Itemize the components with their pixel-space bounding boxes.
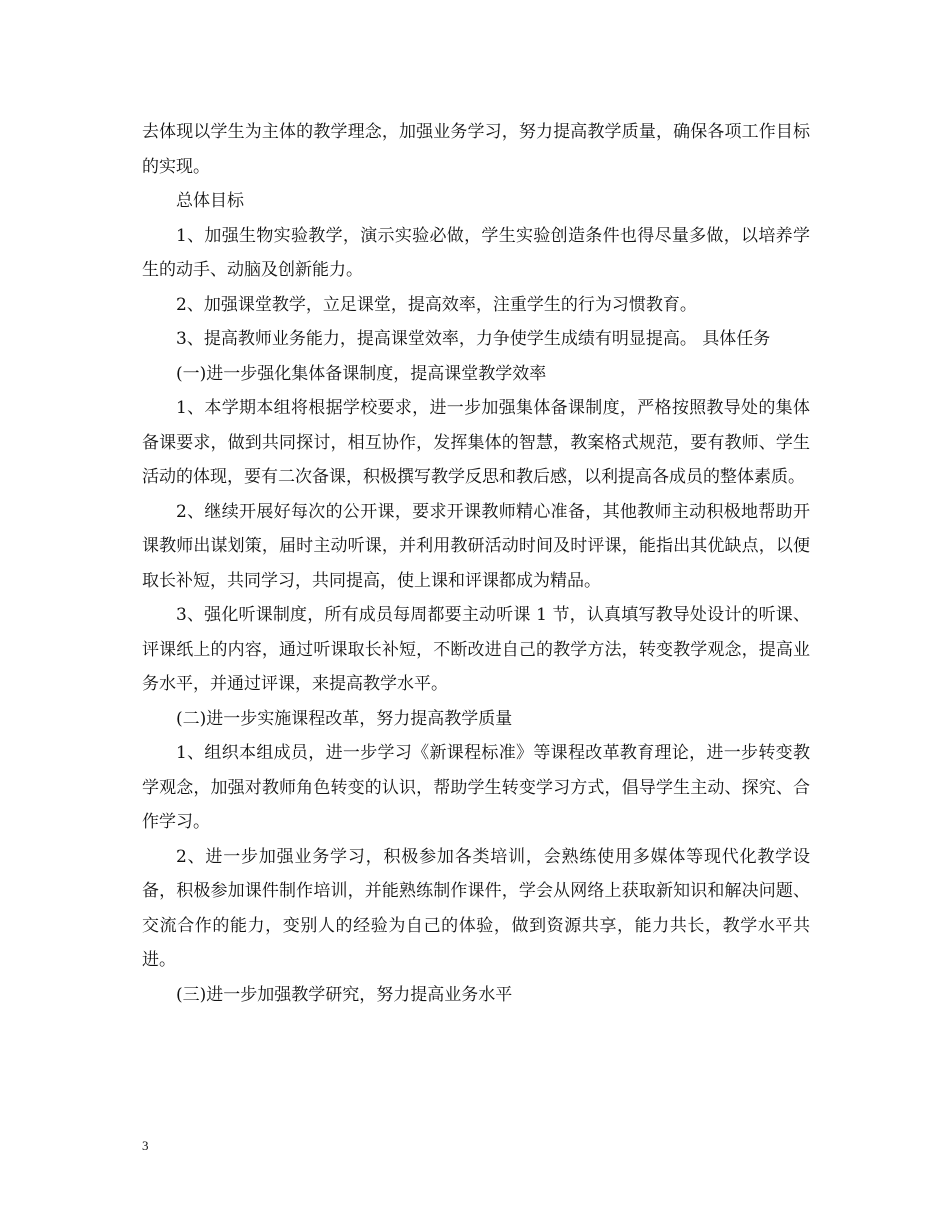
section2-item-2: 2、进一步加强业务学习，积极参加各类培训，会熟练使用多媒体等现代化教学设备，积极参加课件制作培训，并能熟练制作课件，学会从网络上获取新知识和解决问题、交流合作的能力，变别人的经验为自己的体验，做到资源共享，能力共长，教学水平共进。 (142, 846, 810, 970)
section1-item-1: 1、本学期本组将根据学校要求，进一步加强集体备课制度，严格按照教导处的集体备课要求，做到共同探讨，相互协作，发挥集体的智慧，教案格式规范，要有教师、学生活动的体现，要有二次备课，积极撰写教学反思和教后感，以利提高各成员的整体素质。 (142, 398, 810, 487)
section1-item-3: 3、强化听课制度，所有成员每周都要主动听课 1 节，认真填写教导处设计的听课、评课纸上的内容，通过听课取长补短，不断改进自己的教学方法，转变教学观念，提高业务水平，并通过评课，来提高教学水平。 (142, 605, 810, 694)
section-heading-3: (三)进一步加强教学研究，努力提高业务水平 (176, 984, 513, 1005)
goal-item-1: 1、加强生物实验教学，演示实验必做，学生实验创造条件也得尽量多做，以培养学生的动手、动脑及创新能力。 (142, 225, 810, 280)
section-heading-2: (二)进一步实施课程改革，努力提高教学质量 (176, 708, 513, 729)
section2-item-1: 1、组织本组成员，进一步学习《新课程标准》等课程改革教育理论，进一步转变教学观念，加强对教师角色转变的认识，帮助学生转变学习方式，倡导学生主动、探究、合作学习。 (142, 743, 810, 832)
document-body (142, 115, 810, 1012)
heading-overall-goals: 总体目标 (176, 191, 244, 211)
section1-item-2: 2、继续开展好每次的公开课，要求开课教师精心准备，其他教师主动积极地帮助开课教师出谋划策，届时主动听课，并利用教研活动时间及时评课，能指出其优缺点，以便取长补短，共同学习，共同提高，使上课和评课都成为精品。 (142, 501, 810, 591)
paragraph-continuation: 去体现以学生为主体的教学理念，加强业务学习，努力提高教学质量，确保各项工作目标的实现。 (142, 122, 810, 177)
section-heading-1: (一)进一步强化集体备课制度，提高课堂教学效率 (176, 363, 547, 384)
page-number: 3 (142, 1138, 149, 1153)
goal-item-3: 3、提高教师业务能力，提高课堂效率，力争使学生成绩有明显提高。 具体任务 (176, 329, 771, 349)
goal-item-2: 2、加强课堂教学，立足课堂，提高效率，注重学生的行为习惯教育。 (176, 294, 697, 315)
